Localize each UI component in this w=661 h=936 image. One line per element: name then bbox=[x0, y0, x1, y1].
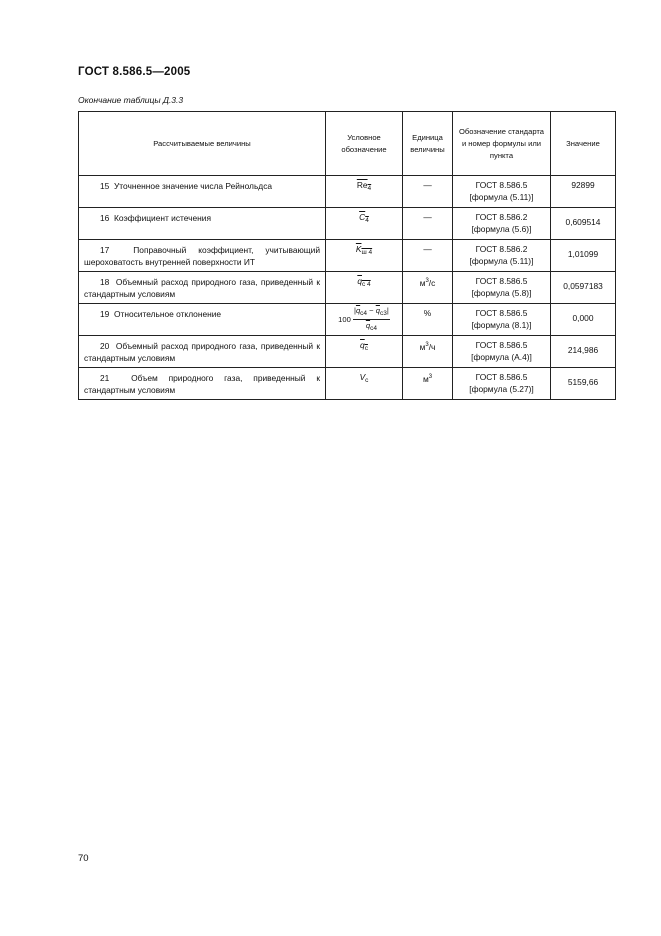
value-cell: 1,01099 bbox=[551, 240, 616, 272]
row-number: 15 bbox=[100, 181, 110, 191]
symbol: $C_4$ bbox=[359, 212, 369, 224]
table-row bbox=[79, 272, 616, 304]
column-header-value: Значение bbox=[551, 112, 616, 176]
symbol: $q_{с 4}$ bbox=[357, 276, 371, 288]
value-cell: 214,986 bbox=[551, 336, 616, 368]
table-row bbox=[79, 240, 616, 272]
formula: 100 $\frac{|\overline{q}с4 - \overline{q}с3|}{\overline{q}с4}$ bbox=[338, 306, 389, 332]
standard-cell: ГОСТ 8.586.5 [формула (А.4)] bbox=[453, 336, 551, 368]
quantity-cell: 20 Объемный расход природного газа, приведенный к стандартным условиям bbox=[79, 336, 326, 368]
table-header-row bbox=[79, 112, 616, 176]
quantity-name: Уточненное значение числа Рейнольдса bbox=[113, 181, 273, 191]
standard-cell: ГОСТ 8.586.2 [формула (5.11)] bbox=[453, 240, 551, 272]
unit-cell: $м^3/ч$ bbox=[403, 336, 453, 368]
table-row bbox=[79, 304, 616, 336]
symbol-cell bbox=[326, 176, 403, 208]
value-cell: 5159,66 bbox=[551, 368, 616, 400]
value-cell: 0,0597183 bbox=[551, 272, 616, 304]
quantity-cell: 16 Коэффициент истечения bbox=[79, 208, 326, 240]
quantity-cell: 17 Поправочный коэффициент, учитывающий шероховатость внутренней поверхности ИТ bbox=[79, 240, 326, 272]
table-row bbox=[79, 176, 616, 208]
quantity-cell: 18 Объемный расход природного газа, приведенный к стандартным условиям bbox=[79, 272, 326, 304]
symbol-cell bbox=[326, 304, 403, 336]
symbol: $V_с$ bbox=[359, 372, 369, 384]
column-header-quantity: Рассчитываемые величины bbox=[79, 112, 326, 176]
symbol-cell bbox=[326, 240, 403, 272]
symbol-cell bbox=[326, 208, 403, 240]
unit-cell: — bbox=[403, 240, 453, 272]
unit-cell: — bbox=[403, 176, 453, 208]
unit-cell: — bbox=[403, 208, 453, 240]
unit-cell: % bbox=[403, 304, 453, 336]
symbol-cell bbox=[326, 368, 403, 400]
column-header-unit: Единица величины bbox=[403, 112, 453, 176]
column-header-standard: Обозначение стандарта и номер формулы или пункта bbox=[453, 112, 551, 176]
standard-cell: ГОСТ 8.586.2 [формула (5.6)] bbox=[453, 208, 551, 240]
symbol-cell bbox=[326, 336, 403, 368]
page-number: 70 bbox=[78, 853, 89, 864]
quantity-cell: 21 Объем природного газа, приведенный к стандартным условиям bbox=[79, 368, 326, 400]
quantity-cell bbox=[79, 176, 326, 208]
value-cell: 0,609514 bbox=[551, 208, 616, 240]
symbol-cell bbox=[326, 272, 403, 304]
standard-cell: ГОСТ 8.586.5 [формула (5.11)] bbox=[453, 176, 551, 208]
table-caption: Окончание таблицы Д.3.3 bbox=[78, 95, 184, 105]
table-row bbox=[79, 208, 616, 240]
document-header: ГОСТ 8.586.5—2005 bbox=[78, 66, 191, 78]
standard-cell: ГОСТ 8.586.5 [формула (8.1)] bbox=[453, 304, 551, 336]
standard-cell: ГОСТ 8.586.5 [формула (5.8)] bbox=[453, 272, 551, 304]
unit-cell: $м^3$ bbox=[403, 368, 453, 400]
table-row bbox=[79, 368, 616, 400]
table-row bbox=[79, 336, 616, 368]
standard-cell: ГОСТ 8.586.5 [формула (5.27)] bbox=[453, 368, 551, 400]
results-table bbox=[78, 111, 616, 400]
quantity-cell: 19 Относительное отклонение bbox=[79, 304, 326, 336]
column-header-symbol: Условное обозначение bbox=[326, 112, 403, 176]
symbol: $Re_4$ bbox=[356, 180, 372, 192]
unit-cell: $м^3/с$ bbox=[403, 272, 453, 304]
value-cell: 92899 bbox=[551, 176, 616, 208]
symbol: $K_{ш 4}$ bbox=[355, 244, 373, 256]
symbol: $q_с$ bbox=[360, 340, 368, 352]
value-cell: 0,000 bbox=[551, 304, 616, 336]
